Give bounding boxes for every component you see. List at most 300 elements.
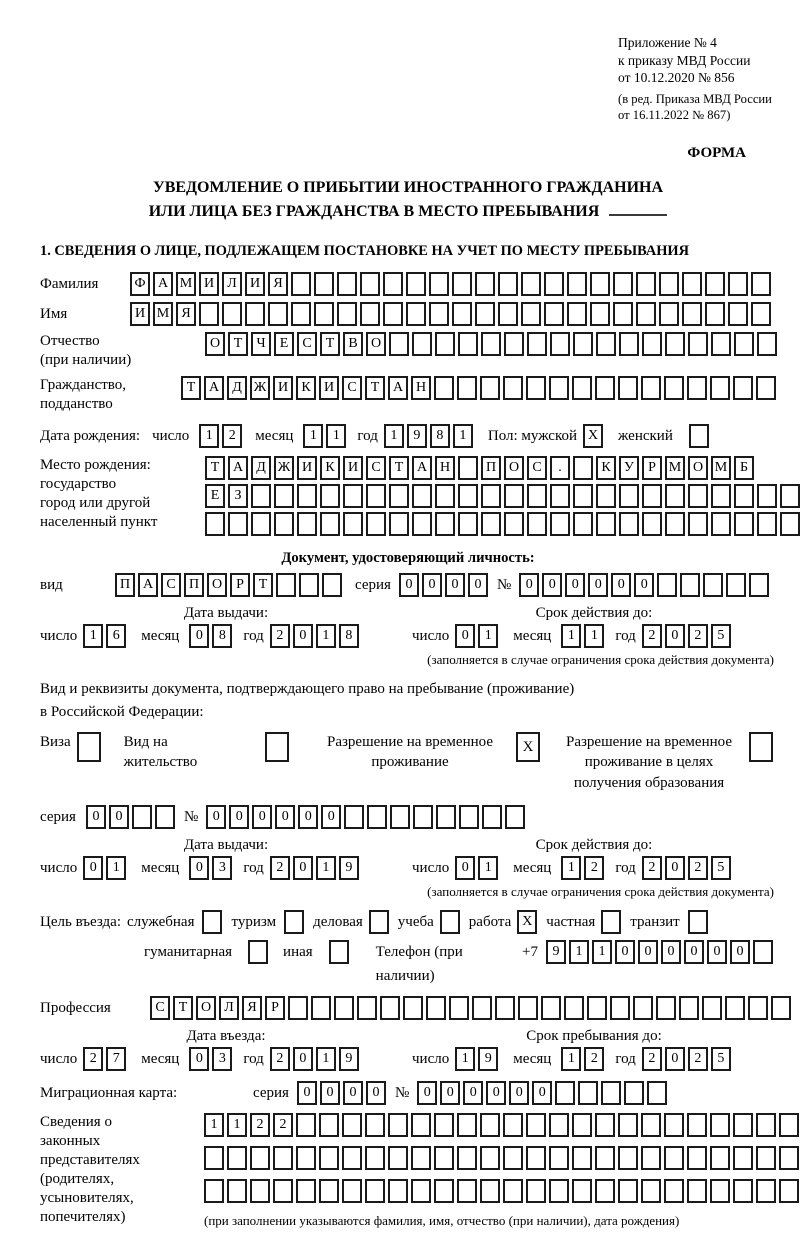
char-cell[interactable] — [457, 376, 477, 400]
char-cell[interactable] — [527, 484, 547, 508]
char-cell[interactable] — [753, 940, 773, 964]
char-cell[interactable]: 1 — [478, 624, 498, 648]
char-cell[interactable] — [726, 573, 746, 597]
char-cell[interactable]: С — [161, 573, 181, 597]
char-cell[interactable] — [572, 376, 592, 400]
char-cell[interactable] — [657, 573, 677, 597]
char-cell[interactable]: X — [583, 424, 603, 448]
char-cell[interactable] — [779, 1113, 799, 1137]
char-cell[interactable] — [297, 512, 317, 536]
char-cell[interactable]: 1 — [227, 1113, 247, 1137]
char-cell[interactable] — [366, 484, 386, 508]
char-cell[interactable] — [779, 1179, 799, 1203]
char-cell[interactable] — [665, 484, 685, 508]
char-cell[interactable]: Ч — [251, 332, 271, 356]
char-cell[interactable] — [202, 910, 222, 934]
char-cell[interactable] — [618, 1146, 638, 1170]
char-cell[interactable]: 2 — [688, 1047, 708, 1071]
char-cell[interactable] — [505, 805, 525, 829]
char-cell[interactable] — [687, 1179, 707, 1203]
char-cell[interactable] — [366, 512, 386, 536]
char-cell[interactable]: 0 — [463, 1081, 483, 1105]
char-cell[interactable]: С — [342, 376, 362, 400]
char-cell[interactable]: 1 — [384, 424, 404, 448]
char-cell[interactable]: 1 — [561, 624, 581, 648]
char-cell[interactable]: 1 — [569, 940, 589, 964]
char-cell[interactable] — [590, 272, 610, 296]
char-cell[interactable] — [689, 424, 709, 448]
char-cell[interactable]: 0 — [468, 573, 488, 597]
char-cell[interactable] — [457, 1113, 477, 1137]
char-cell[interactable] — [780, 484, 800, 508]
char-cell[interactable] — [503, 376, 523, 400]
char-cell[interactable]: 0 — [588, 573, 608, 597]
char-cell[interactable]: 1 — [204, 1113, 224, 1137]
char-cell[interactable] — [779, 1146, 799, 1170]
char-cell[interactable]: Т — [389, 456, 409, 480]
char-cell[interactable]: В — [343, 332, 363, 356]
char-cell[interactable] — [250, 1179, 270, 1203]
char-cell[interactable] — [619, 332, 639, 356]
char-cell[interactable] — [498, 272, 518, 296]
char-cell[interactable]: М — [711, 456, 731, 480]
char-cell[interactable]: Б — [734, 456, 754, 480]
char-cell[interactable] — [383, 272, 403, 296]
char-cell[interactable]: 2 — [273, 1113, 293, 1137]
char-cell[interactable] — [734, 512, 754, 536]
char-cell[interactable]: 0 — [611, 573, 631, 597]
char-cell[interactable] — [458, 512, 478, 536]
char-cell[interactable]: 0 — [684, 940, 704, 964]
char-cell[interactable] — [296, 1113, 316, 1137]
char-cell[interactable] — [757, 512, 777, 536]
char-cell[interactable] — [710, 1113, 730, 1137]
char-cell[interactable] — [688, 512, 708, 536]
char-cell[interactable] — [481, 484, 501, 508]
char-cell[interactable]: О — [196, 996, 216, 1020]
char-cell[interactable] — [406, 272, 426, 296]
char-cell[interactable]: 5 — [711, 1047, 731, 1071]
char-cell[interactable]: Ф — [130, 272, 150, 296]
char-cell[interactable]: М — [176, 272, 196, 296]
char-cell[interactable] — [702, 996, 722, 1020]
char-cell[interactable] — [132, 805, 152, 829]
char-cell[interactable] — [526, 376, 546, 400]
char-cell[interactable] — [205, 512, 225, 536]
char-cell[interactable] — [664, 1146, 684, 1170]
char-cell[interactable]: О — [207, 573, 227, 597]
char-cell[interactable]: Л — [222, 272, 242, 296]
char-cell[interactable]: З — [228, 484, 248, 508]
char-cell[interactable]: И — [199, 272, 219, 296]
char-cell[interactable] — [426, 996, 446, 1020]
char-cell[interactable] — [482, 805, 502, 829]
char-cell[interactable] — [642, 512, 662, 536]
char-cell[interactable] — [756, 1113, 776, 1137]
char-cell[interactable] — [659, 272, 679, 296]
char-cell[interactable] — [365, 1113, 385, 1137]
char-cell[interactable]: Л — [219, 996, 239, 1020]
char-cell[interactable] — [756, 376, 776, 400]
char-cell[interactable] — [343, 512, 363, 536]
char-cell[interactable] — [749, 573, 769, 597]
char-cell[interactable] — [389, 512, 409, 536]
char-cell[interactable]: 1 — [316, 856, 336, 880]
char-cell[interactable]: 0 — [86, 805, 106, 829]
char-cell[interactable] — [320, 484, 340, 508]
char-cell[interactable] — [521, 272, 541, 296]
char-cell[interactable]: 0 — [634, 573, 654, 597]
char-cell[interactable] — [601, 1081, 621, 1105]
char-cell[interactable] — [687, 376, 707, 400]
char-cell[interactable]: 2 — [642, 1047, 662, 1071]
char-cell[interactable]: 1 — [561, 1047, 581, 1071]
char-cell[interactable] — [664, 376, 684, 400]
char-cell[interactable]: 8 — [430, 424, 450, 448]
char-cell[interactable] — [357, 996, 377, 1020]
char-cell[interactable]: 9 — [478, 1047, 498, 1071]
char-cell[interactable] — [412, 332, 432, 356]
char-cell[interactable]: 1 — [316, 1047, 336, 1071]
char-cell[interactable]: И — [297, 456, 317, 480]
char-cell[interactable] — [504, 484, 524, 508]
char-cell[interactable] — [452, 302, 472, 326]
char-cell[interactable] — [503, 1146, 523, 1170]
char-cell[interactable] — [641, 376, 661, 400]
char-cell[interactable]: С — [150, 996, 170, 1020]
char-cell[interactable]: 0 — [665, 1047, 685, 1071]
char-cell[interactable] — [711, 484, 731, 508]
char-cell[interactable] — [711, 512, 731, 536]
char-cell[interactable] — [550, 484, 570, 508]
char-cell[interactable]: 0 — [297, 1081, 317, 1105]
char-cell[interactable]: 1 — [303, 424, 323, 448]
char-cell[interactable] — [711, 332, 731, 356]
char-cell[interactable]: 0 — [565, 573, 585, 597]
char-cell[interactable]: 0 — [665, 624, 685, 648]
char-cell[interactable]: 0 — [321, 805, 341, 829]
char-cell[interactable]: К — [596, 456, 616, 480]
char-cell[interactable] — [251, 484, 271, 508]
char-cell[interactable] — [596, 332, 616, 356]
char-cell[interactable]: 1 — [83, 624, 103, 648]
char-cell[interactable] — [434, 1146, 454, 1170]
char-cell[interactable]: 0 — [343, 1081, 363, 1105]
char-cell[interactable]: Я — [268, 272, 288, 296]
char-cell[interactable] — [251, 512, 271, 536]
char-cell[interactable] — [664, 1179, 684, 1203]
char-cell[interactable] — [204, 1179, 224, 1203]
char-cell[interactable] — [334, 996, 354, 1020]
char-cell[interactable] — [403, 996, 423, 1020]
char-cell[interactable] — [452, 272, 472, 296]
char-cell[interactable] — [733, 1146, 753, 1170]
char-cell[interactable]: 2 — [222, 424, 242, 448]
char-cell[interactable]: Р — [642, 456, 662, 480]
char-cell[interactable] — [601, 910, 621, 934]
char-cell[interactable]: Ж — [274, 456, 294, 480]
char-cell[interactable] — [572, 1146, 592, 1170]
char-cell[interactable] — [618, 376, 638, 400]
char-cell[interactable] — [564, 996, 584, 1020]
char-cell[interactable] — [435, 484, 455, 508]
char-cell[interactable]: 0 — [615, 940, 635, 964]
char-cell[interactable] — [498, 302, 518, 326]
char-cell[interactable]: П — [184, 573, 204, 597]
char-cell[interactable] — [641, 1146, 661, 1170]
char-cell[interactable] — [475, 302, 495, 326]
char-cell[interactable] — [647, 1081, 667, 1105]
char-cell[interactable] — [296, 1146, 316, 1170]
char-cell[interactable] — [314, 302, 334, 326]
char-cell[interactable]: 2 — [642, 856, 662, 880]
char-cell[interactable] — [296, 1179, 316, 1203]
char-cell[interactable] — [319, 1113, 339, 1137]
char-cell[interactable] — [733, 1113, 753, 1137]
char-cell[interactable] — [757, 484, 777, 508]
char-cell[interactable] — [618, 1113, 638, 1137]
char-cell[interactable] — [756, 1146, 776, 1170]
char-cell[interactable] — [555, 1081, 575, 1105]
char-cell[interactable] — [250, 1146, 270, 1170]
char-cell[interactable]: 1 — [478, 856, 498, 880]
char-cell[interactable] — [388, 1179, 408, 1203]
char-cell[interactable]: 1 — [316, 624, 336, 648]
char-cell[interactable] — [369, 910, 389, 934]
char-cell[interactable]: И — [343, 456, 363, 480]
char-cell[interactable] — [687, 1146, 707, 1170]
char-cell[interactable] — [688, 332, 708, 356]
char-cell[interactable]: 0 — [293, 856, 313, 880]
char-cell[interactable] — [771, 996, 791, 1020]
char-cell[interactable] — [705, 302, 725, 326]
char-cell[interactable] — [573, 332, 593, 356]
char-cell[interactable] — [495, 996, 515, 1020]
char-cell[interactable] — [633, 996, 653, 1020]
char-cell[interactable]: С — [297, 332, 317, 356]
char-cell[interactable] — [503, 1179, 523, 1203]
char-cell[interactable] — [573, 512, 593, 536]
char-cell[interactable]: 0 — [275, 805, 295, 829]
char-cell[interactable] — [665, 332, 685, 356]
char-cell[interactable]: X — [517, 910, 537, 934]
char-cell[interactable] — [155, 805, 175, 829]
char-cell[interactable]: 0 — [440, 1081, 460, 1105]
char-cell[interactable] — [390, 805, 410, 829]
char-cell[interactable] — [619, 484, 639, 508]
char-cell[interactable] — [472, 996, 492, 1020]
char-cell[interactable]: 9 — [407, 424, 427, 448]
char-cell[interactable]: Т — [365, 376, 385, 400]
char-cell[interactable]: 0 — [455, 856, 475, 880]
char-cell[interactable] — [526, 1146, 546, 1170]
char-cell[interactable] — [596, 484, 616, 508]
char-cell[interactable]: 2 — [83, 1047, 103, 1071]
char-cell[interactable]: Т — [228, 332, 248, 356]
char-cell[interactable]: 0 — [189, 624, 209, 648]
char-cell[interactable]: А — [138, 573, 158, 597]
char-cell[interactable] — [573, 456, 593, 480]
char-cell[interactable] — [435, 332, 455, 356]
char-cell[interactable]: 0 — [229, 805, 249, 829]
char-cell[interactable] — [434, 1179, 454, 1203]
char-cell[interactable] — [274, 484, 294, 508]
char-cell[interactable] — [572, 1179, 592, 1203]
char-cell[interactable]: 2 — [250, 1113, 270, 1137]
char-cell[interactable] — [733, 376, 753, 400]
char-cell[interactable] — [344, 805, 364, 829]
char-cell[interactable]: Е — [274, 332, 294, 356]
char-cell[interactable]: 0 — [109, 805, 129, 829]
char-cell[interactable] — [314, 272, 334, 296]
char-cell[interactable] — [291, 302, 311, 326]
char-cell[interactable]: А — [153, 272, 173, 296]
char-cell[interactable] — [411, 1146, 431, 1170]
char-cell[interactable] — [435, 512, 455, 536]
char-cell[interactable] — [367, 805, 387, 829]
char-cell[interactable]: 0 — [509, 1081, 529, 1105]
char-cell[interactable] — [573, 484, 593, 508]
char-cell[interactable]: С — [527, 456, 547, 480]
char-cell[interactable] — [544, 272, 564, 296]
char-cell[interactable]: 1 — [453, 424, 473, 448]
char-cell[interactable]: Н — [435, 456, 455, 480]
char-cell[interactable]: 3 — [212, 856, 232, 880]
char-cell[interactable] — [641, 1179, 661, 1203]
char-cell[interactable] — [299, 573, 319, 597]
char-cell[interactable] — [679, 996, 699, 1020]
char-cell[interactable] — [319, 1179, 339, 1203]
char-cell[interactable] — [541, 996, 561, 1020]
char-cell[interactable]: Ж — [250, 376, 270, 400]
char-cell[interactable] — [757, 332, 777, 356]
char-cell[interactable] — [664, 1113, 684, 1137]
char-cell[interactable]: Н — [411, 376, 431, 400]
char-cell[interactable] — [549, 376, 569, 400]
char-cell[interactable]: 0 — [189, 1047, 209, 1071]
char-cell[interactable] — [642, 332, 662, 356]
char-cell[interactable] — [429, 272, 449, 296]
char-cell[interactable] — [411, 1179, 431, 1203]
char-cell[interactable] — [337, 272, 357, 296]
char-cell[interactable] — [284, 910, 304, 934]
char-cell[interactable]: Р — [265, 996, 285, 1020]
char-cell[interactable]: 6 — [106, 624, 126, 648]
char-cell[interactable] — [544, 302, 564, 326]
char-cell[interactable] — [587, 996, 607, 1020]
char-cell[interactable]: 0 — [542, 573, 562, 597]
char-cell[interactable]: 0 — [730, 940, 750, 964]
char-cell[interactable] — [199, 302, 219, 326]
char-cell[interactable] — [459, 805, 479, 829]
char-cell[interactable] — [449, 996, 469, 1020]
char-cell[interactable] — [733, 1179, 753, 1203]
char-cell[interactable]: 0 — [707, 940, 727, 964]
char-cell[interactable] — [549, 1146, 569, 1170]
char-cell[interactable] — [642, 484, 662, 508]
char-cell[interactable] — [276, 573, 296, 597]
char-cell[interactable] — [659, 302, 679, 326]
char-cell[interactable] — [578, 1081, 598, 1105]
char-cell[interactable] — [624, 1081, 644, 1105]
char-cell[interactable] — [222, 302, 242, 326]
char-cell[interactable] — [360, 272, 380, 296]
char-cell[interactable] — [268, 302, 288, 326]
char-cell[interactable] — [549, 1113, 569, 1137]
char-cell[interactable]: 7 — [106, 1047, 126, 1071]
char-cell[interactable] — [710, 1179, 730, 1203]
char-cell[interactable] — [641, 1113, 661, 1137]
char-cell[interactable] — [343, 484, 363, 508]
char-cell[interactable]: И — [273, 376, 293, 400]
char-cell[interactable] — [440, 910, 460, 934]
char-cell[interactable] — [596, 512, 616, 536]
char-cell[interactable] — [527, 332, 547, 356]
char-cell[interactable] — [273, 1146, 293, 1170]
char-cell[interactable]: 9 — [546, 940, 566, 964]
char-cell[interactable] — [204, 1146, 224, 1170]
char-cell[interactable]: Т — [253, 573, 273, 597]
char-cell[interactable] — [227, 1179, 247, 1203]
char-cell[interactable]: 0 — [298, 805, 318, 829]
char-cell[interactable] — [411, 1113, 431, 1137]
char-cell[interactable]: 0 — [83, 856, 103, 880]
char-cell[interactable] — [636, 272, 656, 296]
char-cell[interactable]: 0 — [519, 573, 539, 597]
char-cell[interactable] — [682, 272, 702, 296]
char-cell[interactable]: О — [688, 456, 708, 480]
char-cell[interactable] — [749, 732, 773, 762]
char-cell[interactable]: 0 — [665, 856, 685, 880]
char-cell[interactable] — [595, 1146, 615, 1170]
char-cell[interactable] — [248, 940, 268, 964]
char-cell[interactable]: 0 — [189, 856, 209, 880]
char-cell[interactable]: 0 — [206, 805, 226, 829]
char-cell[interactable] — [504, 332, 524, 356]
char-cell[interactable]: 8 — [339, 624, 359, 648]
char-cell[interactable]: 2 — [270, 856, 290, 880]
char-cell[interactable] — [710, 376, 730, 400]
char-cell[interactable] — [458, 456, 478, 480]
char-cell[interactable]: И — [130, 302, 150, 326]
char-cell[interactable] — [337, 302, 357, 326]
char-cell[interactable] — [389, 484, 409, 508]
char-cell[interactable] — [480, 1146, 500, 1170]
char-cell[interactable]: К — [296, 376, 316, 400]
char-cell[interactable] — [458, 484, 478, 508]
char-cell[interactable] — [734, 484, 754, 508]
char-cell[interactable] — [434, 1113, 454, 1137]
char-cell[interactable] — [480, 376, 500, 400]
char-cell[interactable]: 1 — [106, 856, 126, 880]
char-cell[interactable]: 2 — [642, 624, 662, 648]
char-cell[interactable] — [518, 996, 538, 1020]
char-cell[interactable]: 1 — [455, 1047, 475, 1071]
char-cell[interactable]: 5 — [711, 856, 731, 880]
char-cell[interactable]: 0 — [661, 940, 681, 964]
char-cell[interactable] — [273, 1179, 293, 1203]
char-cell[interactable]: 0 — [486, 1081, 506, 1105]
char-cell[interactable] — [688, 910, 708, 934]
char-cell[interactable] — [320, 512, 340, 536]
char-cell[interactable]: 0 — [417, 1081, 437, 1105]
char-cell[interactable] — [751, 272, 771, 296]
char-cell[interactable] — [475, 272, 495, 296]
char-cell[interactable] — [481, 512, 501, 536]
char-cell[interactable] — [360, 302, 380, 326]
char-cell[interactable] — [342, 1179, 362, 1203]
char-cell[interactable]: 2 — [688, 856, 708, 880]
